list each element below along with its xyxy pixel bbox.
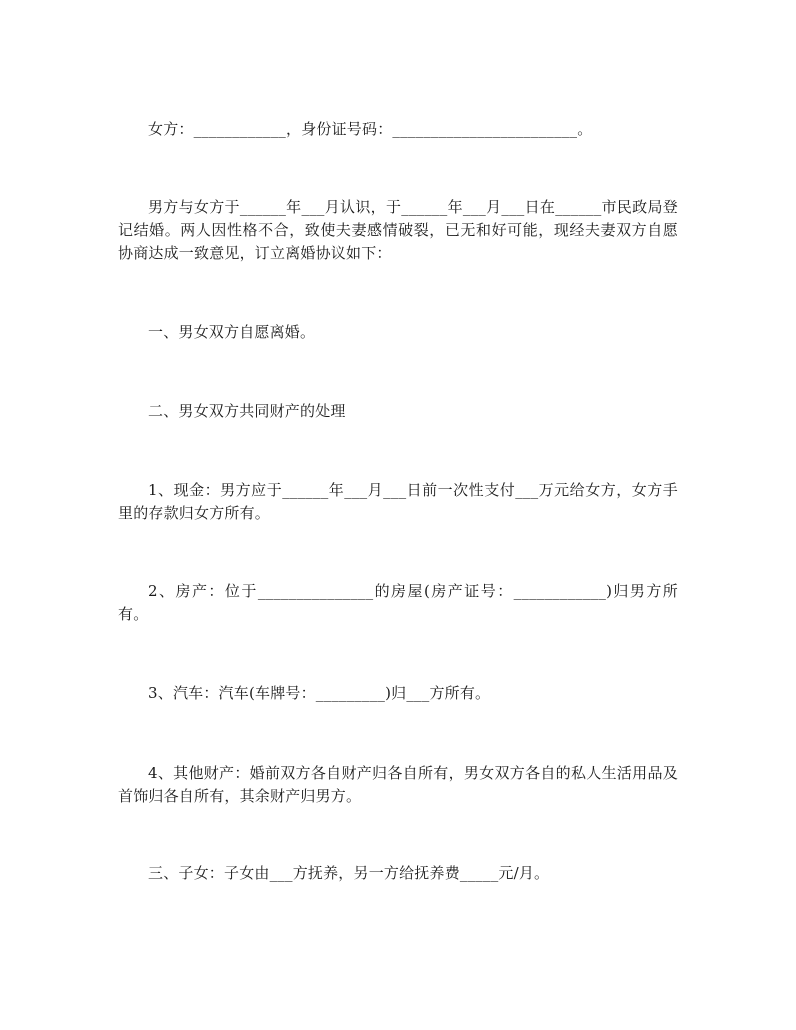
marriage-background-paragraph: 男方与女方于______年___月认识，于______年___月___日在______市民政局登记结婚。两人因性格不合，致使夫妻感情破裂，已无和好可能，现经夫妻双方自愿协商达成一致意见，订立离婚协议如下： [118,198,678,262]
clause-3-children: 三、子女：子女由___方抚养，另一方给抚养费_____元/月。 [148,864,550,882]
property-car-item: 3、汽车：汽车(车牌号：_________)归___方所有。 [148,684,491,702]
clause-1-divorce: 一、男女双方自愿离婚。 [148,323,316,341]
property-other-item: 4、其他财产：婚前双方各自财产归各自所有，男女双方各自的私人生活用品及首饰归各自所有，其余财产归男方。 [118,764,678,805]
property-house-item: 2、房产：位于_______________的房屋(房产证号：____________)归男方所有。 [118,582,678,623]
property-cash-item: 1、现金：男方应于______年___月___日前一次性支付___万元给女方，女方手里的存款归女方所有。 [118,481,678,522]
clause-2-property-heading: 二、男女双方共同财产的处理 [148,402,346,420]
wife-info-line: 女方：____________，身份证号码：________________________。 [148,120,593,138]
